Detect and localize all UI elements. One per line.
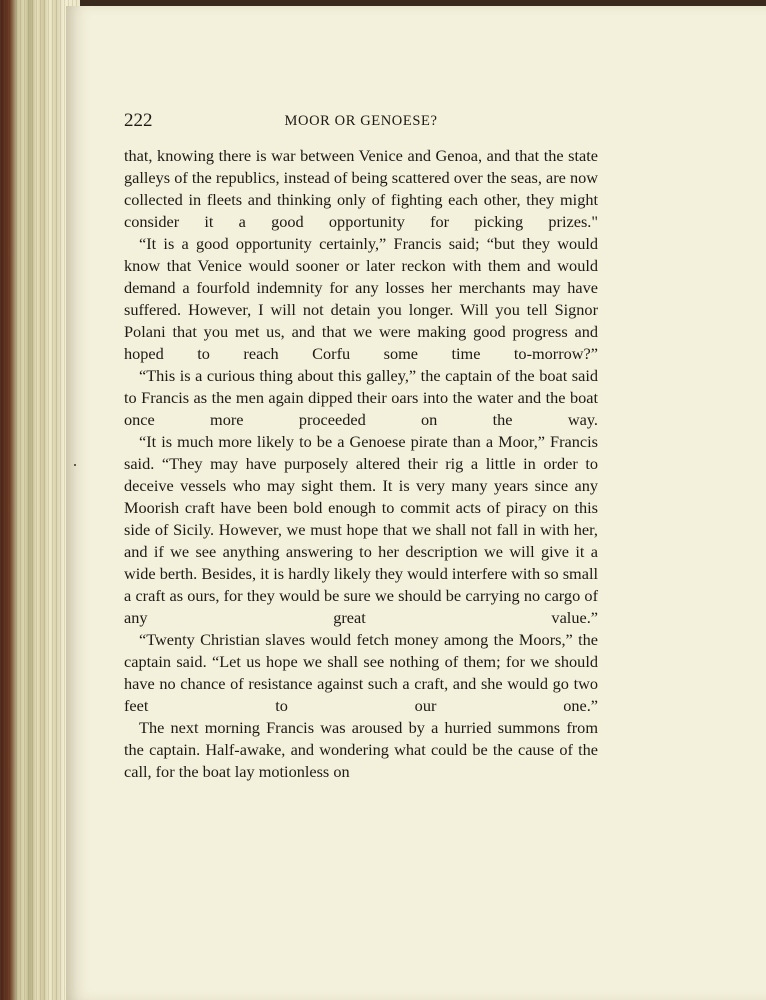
paragraph-5: “Twenty Christian slaves would fetch money among the Moors,” the captain said. “Let us hope we shall see nothing of them; for we should have no chance of resistance against such a craft, and she would go two feet to our one.” <box>124 630 598 715</box>
paragraph-2: “It is a good opportunity certainly,” Francis said; “but they would know that Venice would sooner or later reckon with them and would demand a fourfold indemnity for any losses her merchants may have suffered. However, I will not detain you longer. Will you tell Signor Polani that you met us, and that we were making good progress and hoped to reach Corfu some time to-morrow?” <box>124 234 598 363</box>
running-head: MOOR OR GENOESE? <box>284 113 438 129</box>
paragraph-1: that, knowing there is war between Venice and Genoa, and that the state galleys of the republics, instead of being scattered over the seas, are now collected in fleets and thinking only of fighting each other, they might consider it a good opportunity for picking prizes." <box>124 146 598 231</box>
body-text <box>124 145 598 783</box>
paragraph-4: “It is much more likely to be a Genoese pirate than a Moor,” Francis said. “They may have purposely altered their rig a little in order to deceive vessels who may sight them. It is very many years since any Moorish craft have been bold enough to commit acts of piracy on this side of Sicily. However, we must hope that we shall not fall in with her, and if we see anything answering to her description we will give it a wide berth. Besides, it is hardly likely they would interfere with so small a craft as ours, for they would be sure we should be carrying no cargo of any great value.” <box>124 432 598 627</box>
print-speck <box>74 464 76 466</box>
paragraph-3: “This is a curious thing about this galley,” the captain of the boat said to Francis as the men again dipped their oars into the water and the boat once more proceeded on the way. <box>124 366 598 429</box>
page-number: 222 <box>124 110 153 131</box>
paragraph-6: The next morning Francis was aroused by a hurried summons from the captain. Half-awake, and wondering what could be the cause of the call, for the boat lay motionless on <box>124 718 598 781</box>
page-header <box>124 110 598 136</box>
